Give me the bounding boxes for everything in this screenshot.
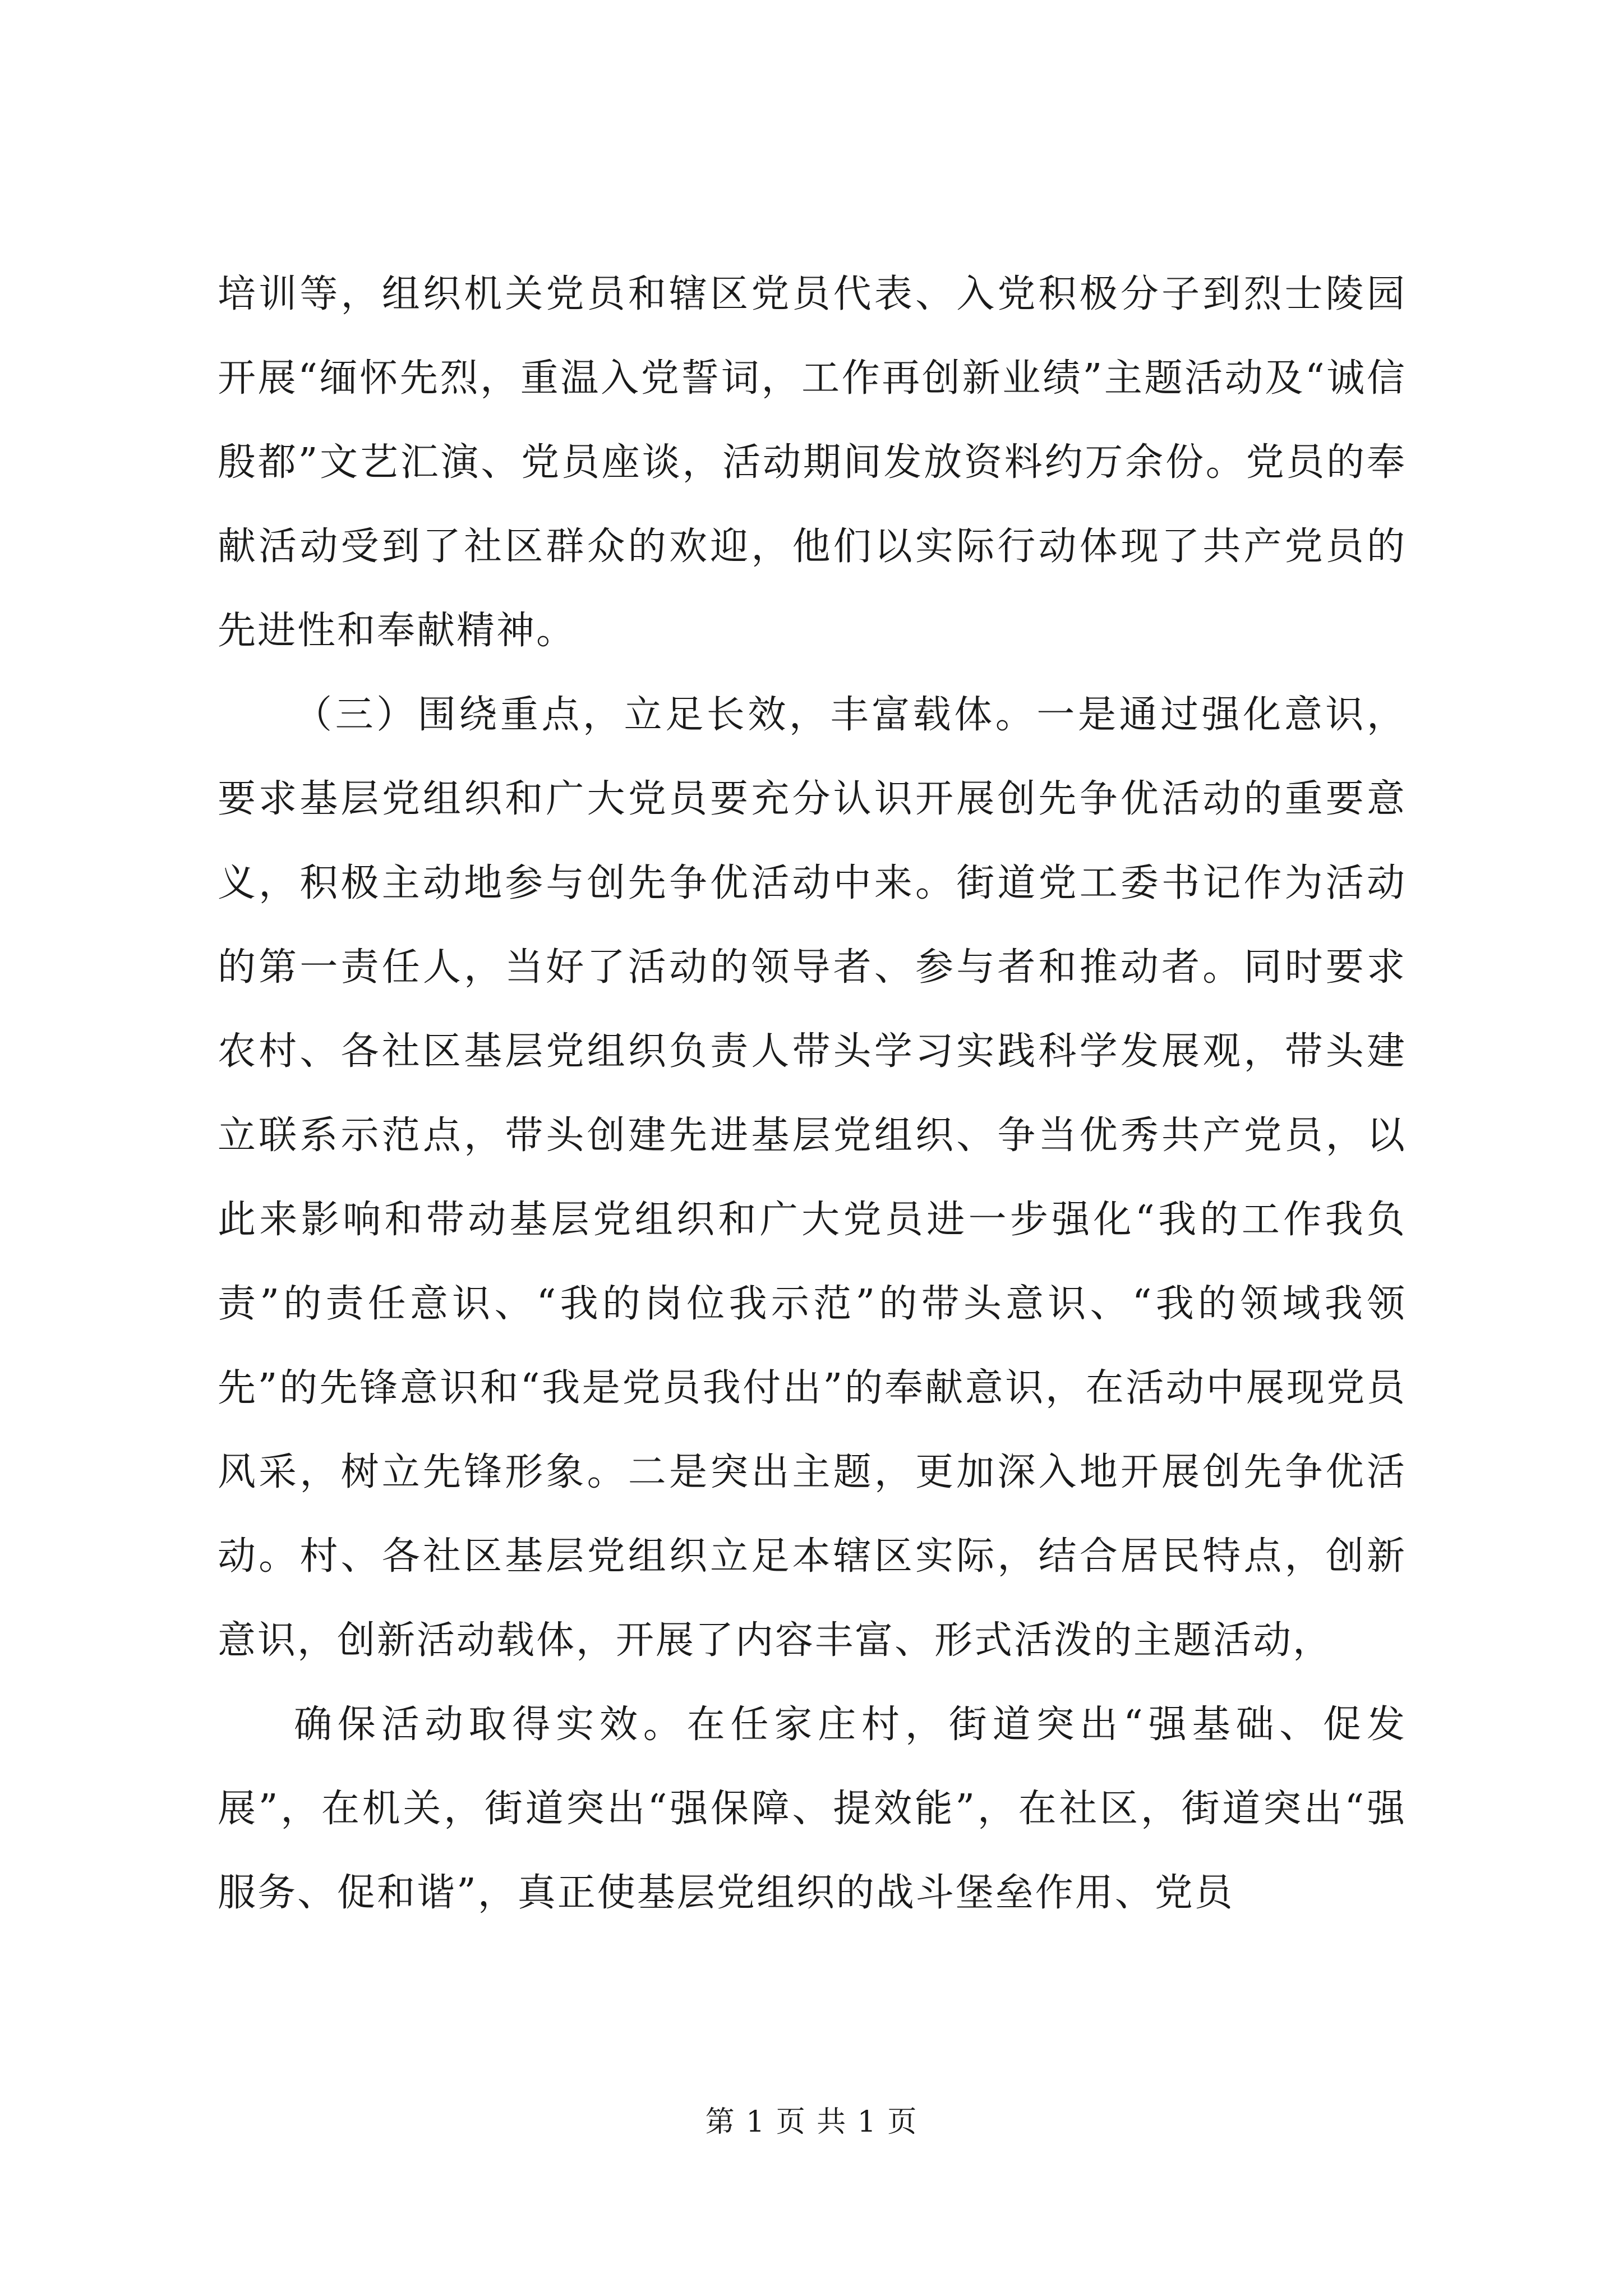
page-number-footer: 第 1 页 共 1 页 (705, 2105, 918, 2139)
paragraph-2: （三）围绕重点，立足长效，丰富载体。一是通过强化意识，要求基层党组织和广大党员要充分认识开展创先争优活动的重要意义，积极主动地参与创先争优活动中来。街道党工委书记作为活动的第一责任人，当好了活动的领导者、参与者和推动者。同时要求农村、各社区基层党组织负责人带头学习实践科学发展观，带头建立联系示范点，带头创建先进基层党组织、争当优秀共产党员，以此来影响和带动基层党组织和广大党员进一步强化“我的工作我负责”的责任意识、“我的岗位我示范”的带头意识、“我的领域我领先”的先锋意识和“我是党员我付出”的奉献意识，在活动中展现党员风采，树立先锋形象。二是突出主题，更加深入地开展创先争优活动。村、各社区基层党组织立足本辖区实际，结合居民特点，创新意识，创新活动载体，开展了内容丰富、形式活泼的主题活动， (218, 693, 1407, 1663)
paragraph-3: 确保活动取得实效。在任家庄村，街道突出“强基础、促发展”，在机关，街道突出“强保障、提效能”，在社区，街道突出“强服务、促和谐”，真正使基层党组织的战斗堡垒作用、党员 (218, 1703, 1407, 1915)
body-text (218, 252, 1407, 1935)
paragraph-1: 培训等，组织机关党员和辖区党员代表、入党积极分子到烈士陵园开展“缅怀先烈，重温入党誓词，工作再创新业绩”主题活动及“诚信殷都”文艺汇演、党员座谈，活动期间发放资料约万余份。党员的奉献活动受到了社区群众的欢迎，他们以实际行动体现了共产党员的先进性和奉献精神。 (218, 272, 1407, 653)
